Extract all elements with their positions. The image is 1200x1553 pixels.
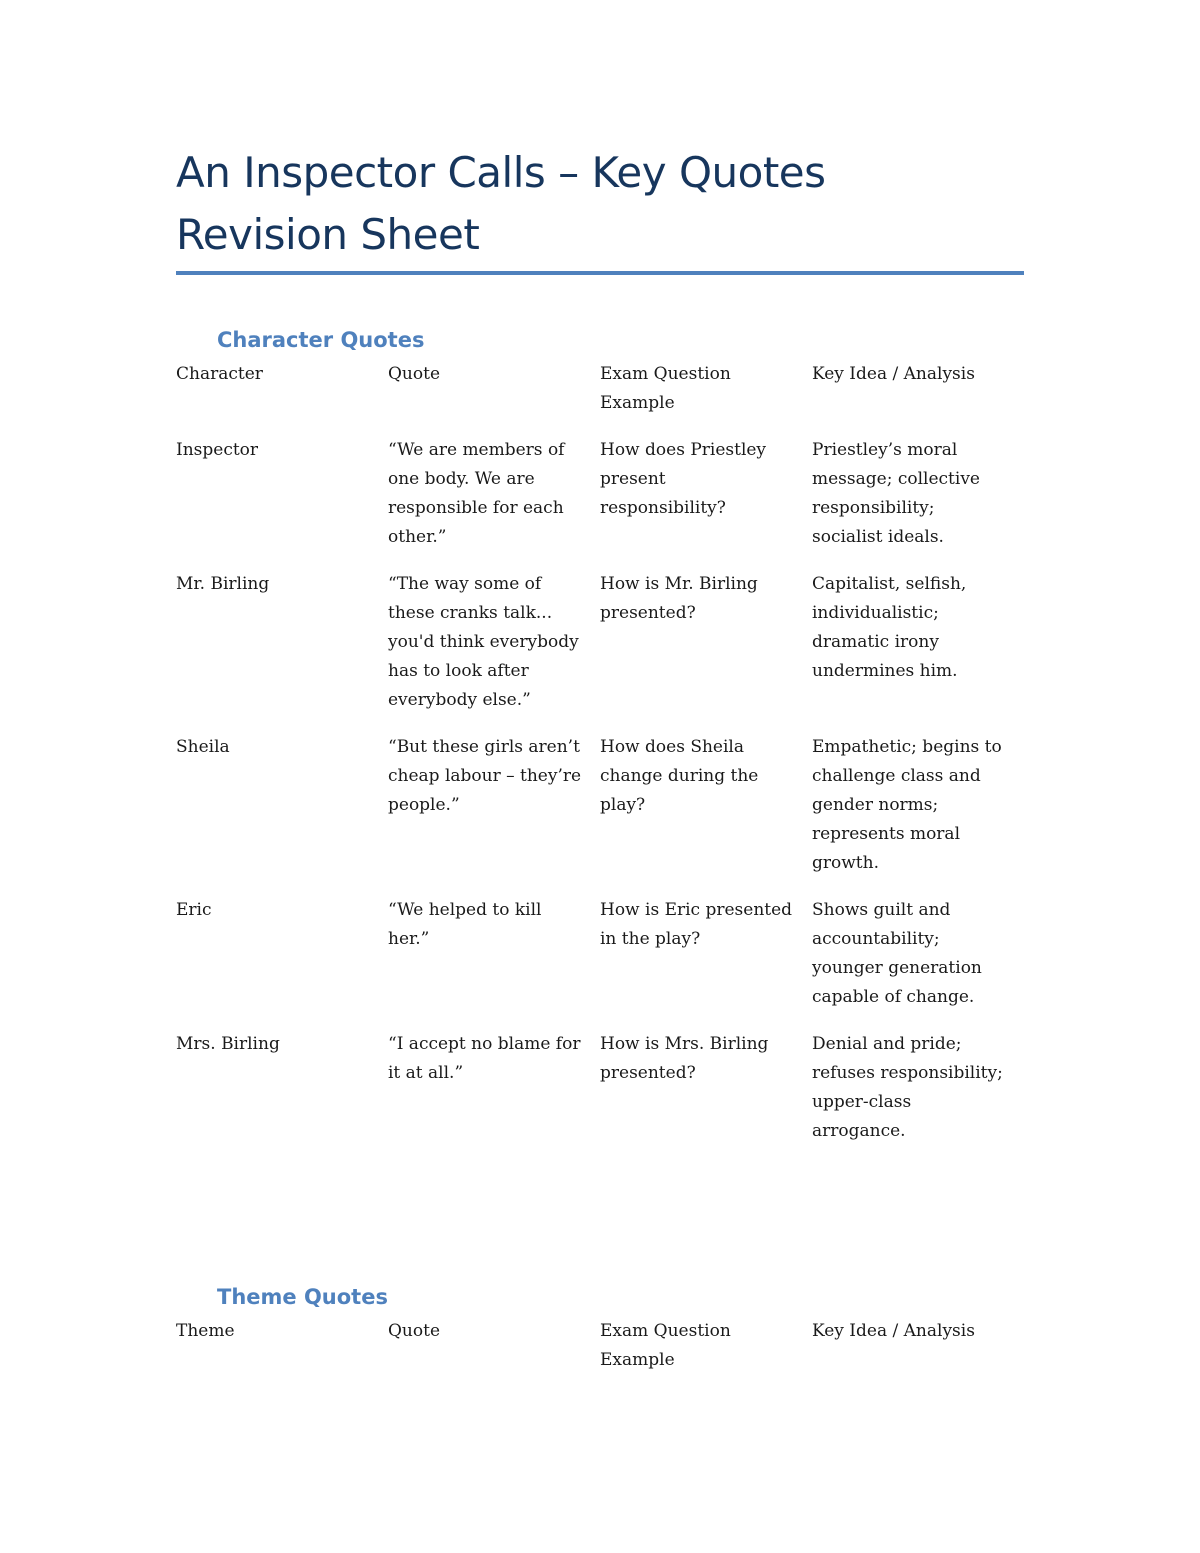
cell-exam-question: How is Mr. Birling presented? xyxy=(600,574,758,623)
column-header-character: Character xyxy=(176,364,263,384)
character-table-header-row xyxy=(176,360,1024,436)
cell-quote: “But these girls aren’t cheap labour – they’re people.” xyxy=(388,737,582,815)
cell-character: Sheila xyxy=(176,737,230,757)
cell-analysis: Capitalist, selfish, individualistic; dramatic irony undermines him. xyxy=(812,574,967,681)
table-row-mrs-birling xyxy=(176,1030,1024,1164)
table-row-eric xyxy=(176,896,1024,1030)
column-header-key-idea: Key Idea / Analysis xyxy=(812,364,975,384)
cell-quote: “I accept no blame for it at all.” xyxy=(388,1034,581,1083)
column-header-key-idea: Key Idea / Analysis xyxy=(812,1321,975,1341)
cell-analysis: Denial and pride; refuses responsibility; upper-class arrogance. xyxy=(812,1034,1003,1141)
table-row-sheila xyxy=(176,733,1024,896)
cell-analysis: Priestley’s moral message; collective responsibility; socialist ideals. xyxy=(812,440,980,547)
column-header-quote: Quote xyxy=(388,364,441,384)
column-header-exam-question: Exam Question Example xyxy=(600,1321,731,1370)
cell-quote: “We are members of one body. We are responsible for each other.” xyxy=(388,440,565,547)
cell-character: Inspector xyxy=(176,440,259,460)
character-quotes-table xyxy=(176,360,1024,1164)
cell-analysis: Empathetic; begins to challenge class and gender norms; represents moral growth. xyxy=(812,737,1002,873)
theme-quotes-table xyxy=(176,1317,1024,1393)
column-header-quote: Quote xyxy=(388,1321,441,1341)
theme-table-header-row xyxy=(176,1317,1024,1393)
cell-quote: “The way some of these cranks talk... you'd think everybody has to look after everybody else.” xyxy=(388,574,579,710)
document-title-line-1: An Inspector Calls – Key Quotes xyxy=(176,148,826,197)
document-title-line-2: Revision Sheet xyxy=(176,210,480,259)
cell-character: Eric xyxy=(176,900,212,920)
cell-character: Mr. Birling xyxy=(176,574,270,594)
character-quotes-heading: Character Quotes xyxy=(217,328,425,352)
cell-exam-question: How does Sheila change during the play? xyxy=(600,737,759,815)
cell-analysis: Shows guilt and accountability; younger generation capable of change. xyxy=(812,900,982,1007)
title-underline-rule xyxy=(176,271,1024,275)
cell-exam-question: How is Mrs. Birling presented? xyxy=(600,1034,769,1083)
table-row-mr-birling xyxy=(176,570,1024,733)
cell-exam-question: How does Priestley present responsibility? xyxy=(600,440,767,518)
cell-quote: “We helped to kill her.” xyxy=(388,900,542,949)
cell-character: Mrs. Birling xyxy=(176,1034,280,1054)
column-header-exam-question: Exam Question Example xyxy=(600,364,731,413)
cell-exam-question: How is Eric presented in the play? xyxy=(600,900,793,949)
table-row-inspector xyxy=(176,436,1024,570)
theme-quotes-heading: Theme Quotes xyxy=(217,1285,388,1309)
document-title xyxy=(176,142,1024,266)
column-header-theme: Theme xyxy=(176,1321,235,1341)
